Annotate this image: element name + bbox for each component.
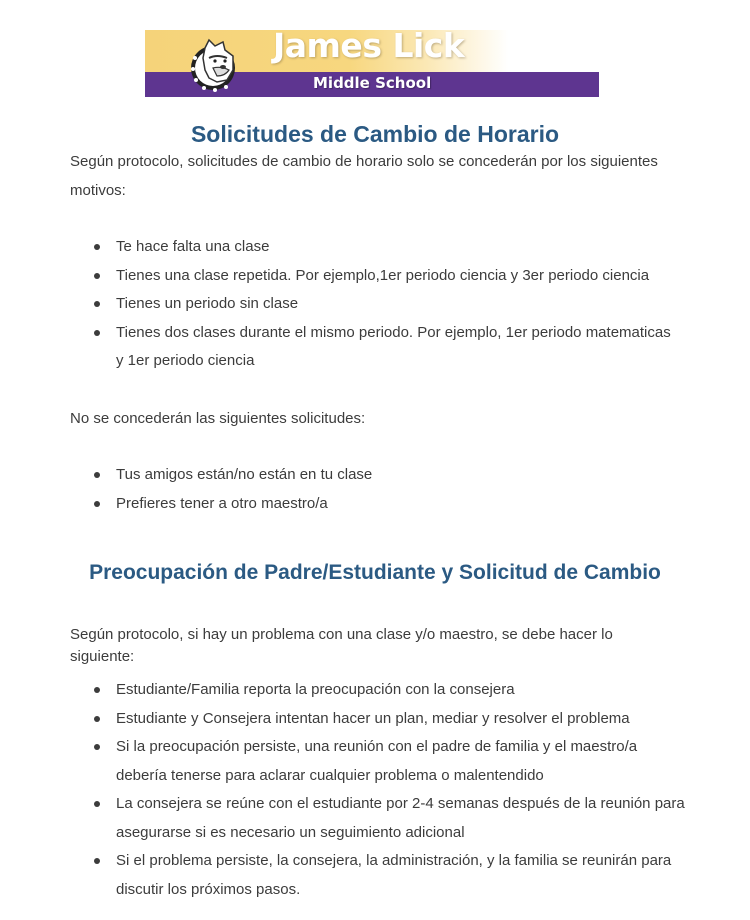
bullet-icon <box>94 716 100 722</box>
list-item-text: La consejera se reúne con el estudiante por 2-4 semanas después de la reunión para asegurarse si es necesario un seguimiento adicional <box>116 795 685 841</box>
section2-heading: Preocupación de Padre/Estudiante y Solicitud de Cambio <box>89 561 661 584</box>
list-item <box>70 290 690 319</box>
bullet-icon <box>94 687 100 693</box>
bullet-icon <box>94 472 100 478</box>
section1-heading: Solicitudes de Cambio de Horario <box>190 121 560 147</box>
bullet-icon <box>94 273 100 279</box>
bullet-icon <box>94 858 100 864</box>
list-item-text: Prefieres tener a otro maestro/a <box>116 494 328 512</box>
bullet-icon <box>94 244 100 250</box>
list-item-text: Si el problema persiste, la consejera, la administración, y la familia se reunirán para discutir los próximos pasos. <box>116 852 672 898</box>
list-item-text: Estudiante/Familia reporta la preocupación con la consejera <box>116 681 515 698</box>
denied-reasons-list <box>70 461 690 518</box>
list-item <box>70 676 690 705</box>
school-banner <box>145 30 599 97</box>
list-item <box>70 461 690 490</box>
section2-intro: Según protocolo, si hay un problema con una clase y/o maestro, se debe hacer lo siguiente: <box>70 626 613 665</box>
section1-intro: Según protocolo, solicitudes de cambio de horario solo se concederán por los siguientes motivos: <box>70 153 658 199</box>
list-item <box>70 319 690 376</box>
bulldog-mascot-icon <box>187 36 241 94</box>
bullet-icon <box>94 501 100 507</box>
list-item <box>70 733 690 790</box>
bullet-icon <box>94 801 100 807</box>
list-item-text: Te hace falta una clase <box>116 238 270 255</box>
list-item-text: Estudiante y Consejera intentan hacer un plan, mediar y resolver el problema <box>116 709 630 727</box>
list-item-text: Tienes una clase repetida. Por ejemplo,1er periodo ciencia y 3er periodo ciencia <box>116 266 650 284</box>
list-item-text: Si la preocupación persiste, una reunión con el padre de familia y el maestro/a debería tenerse para aclarar cualquier problema o malentendido <box>116 738 638 784</box>
bullet-icon <box>94 330 100 336</box>
bullet-icon <box>94 744 100 750</box>
list-item-text: Tienes un periodo sin clase <box>116 295 299 312</box>
list-item-text: Tienes dos clases durante el mismo periodo. Por ejemplo, 1er periodo matematicas y 1er periodo ciencia <box>116 323 671 369</box>
list-item <box>70 847 690 904</box>
bullet-icon <box>94 301 100 307</box>
list-item <box>70 233 690 262</box>
allowed-reasons-list <box>70 233 690 376</box>
list-item-text: Tus amigos están/no están en tu clase <box>116 466 373 483</box>
school-subtitle: Middle School <box>313 74 432 92</box>
school-name: James Lick <box>273 30 465 65</box>
denied-intro: No se concederán las siguientes solicitudes: <box>70 410 366 427</box>
concern-steps-list <box>70 676 690 904</box>
list-item <box>70 705 690 734</box>
list-item <box>70 262 690 291</box>
list-item <box>70 790 690 847</box>
list-item <box>70 490 690 519</box>
